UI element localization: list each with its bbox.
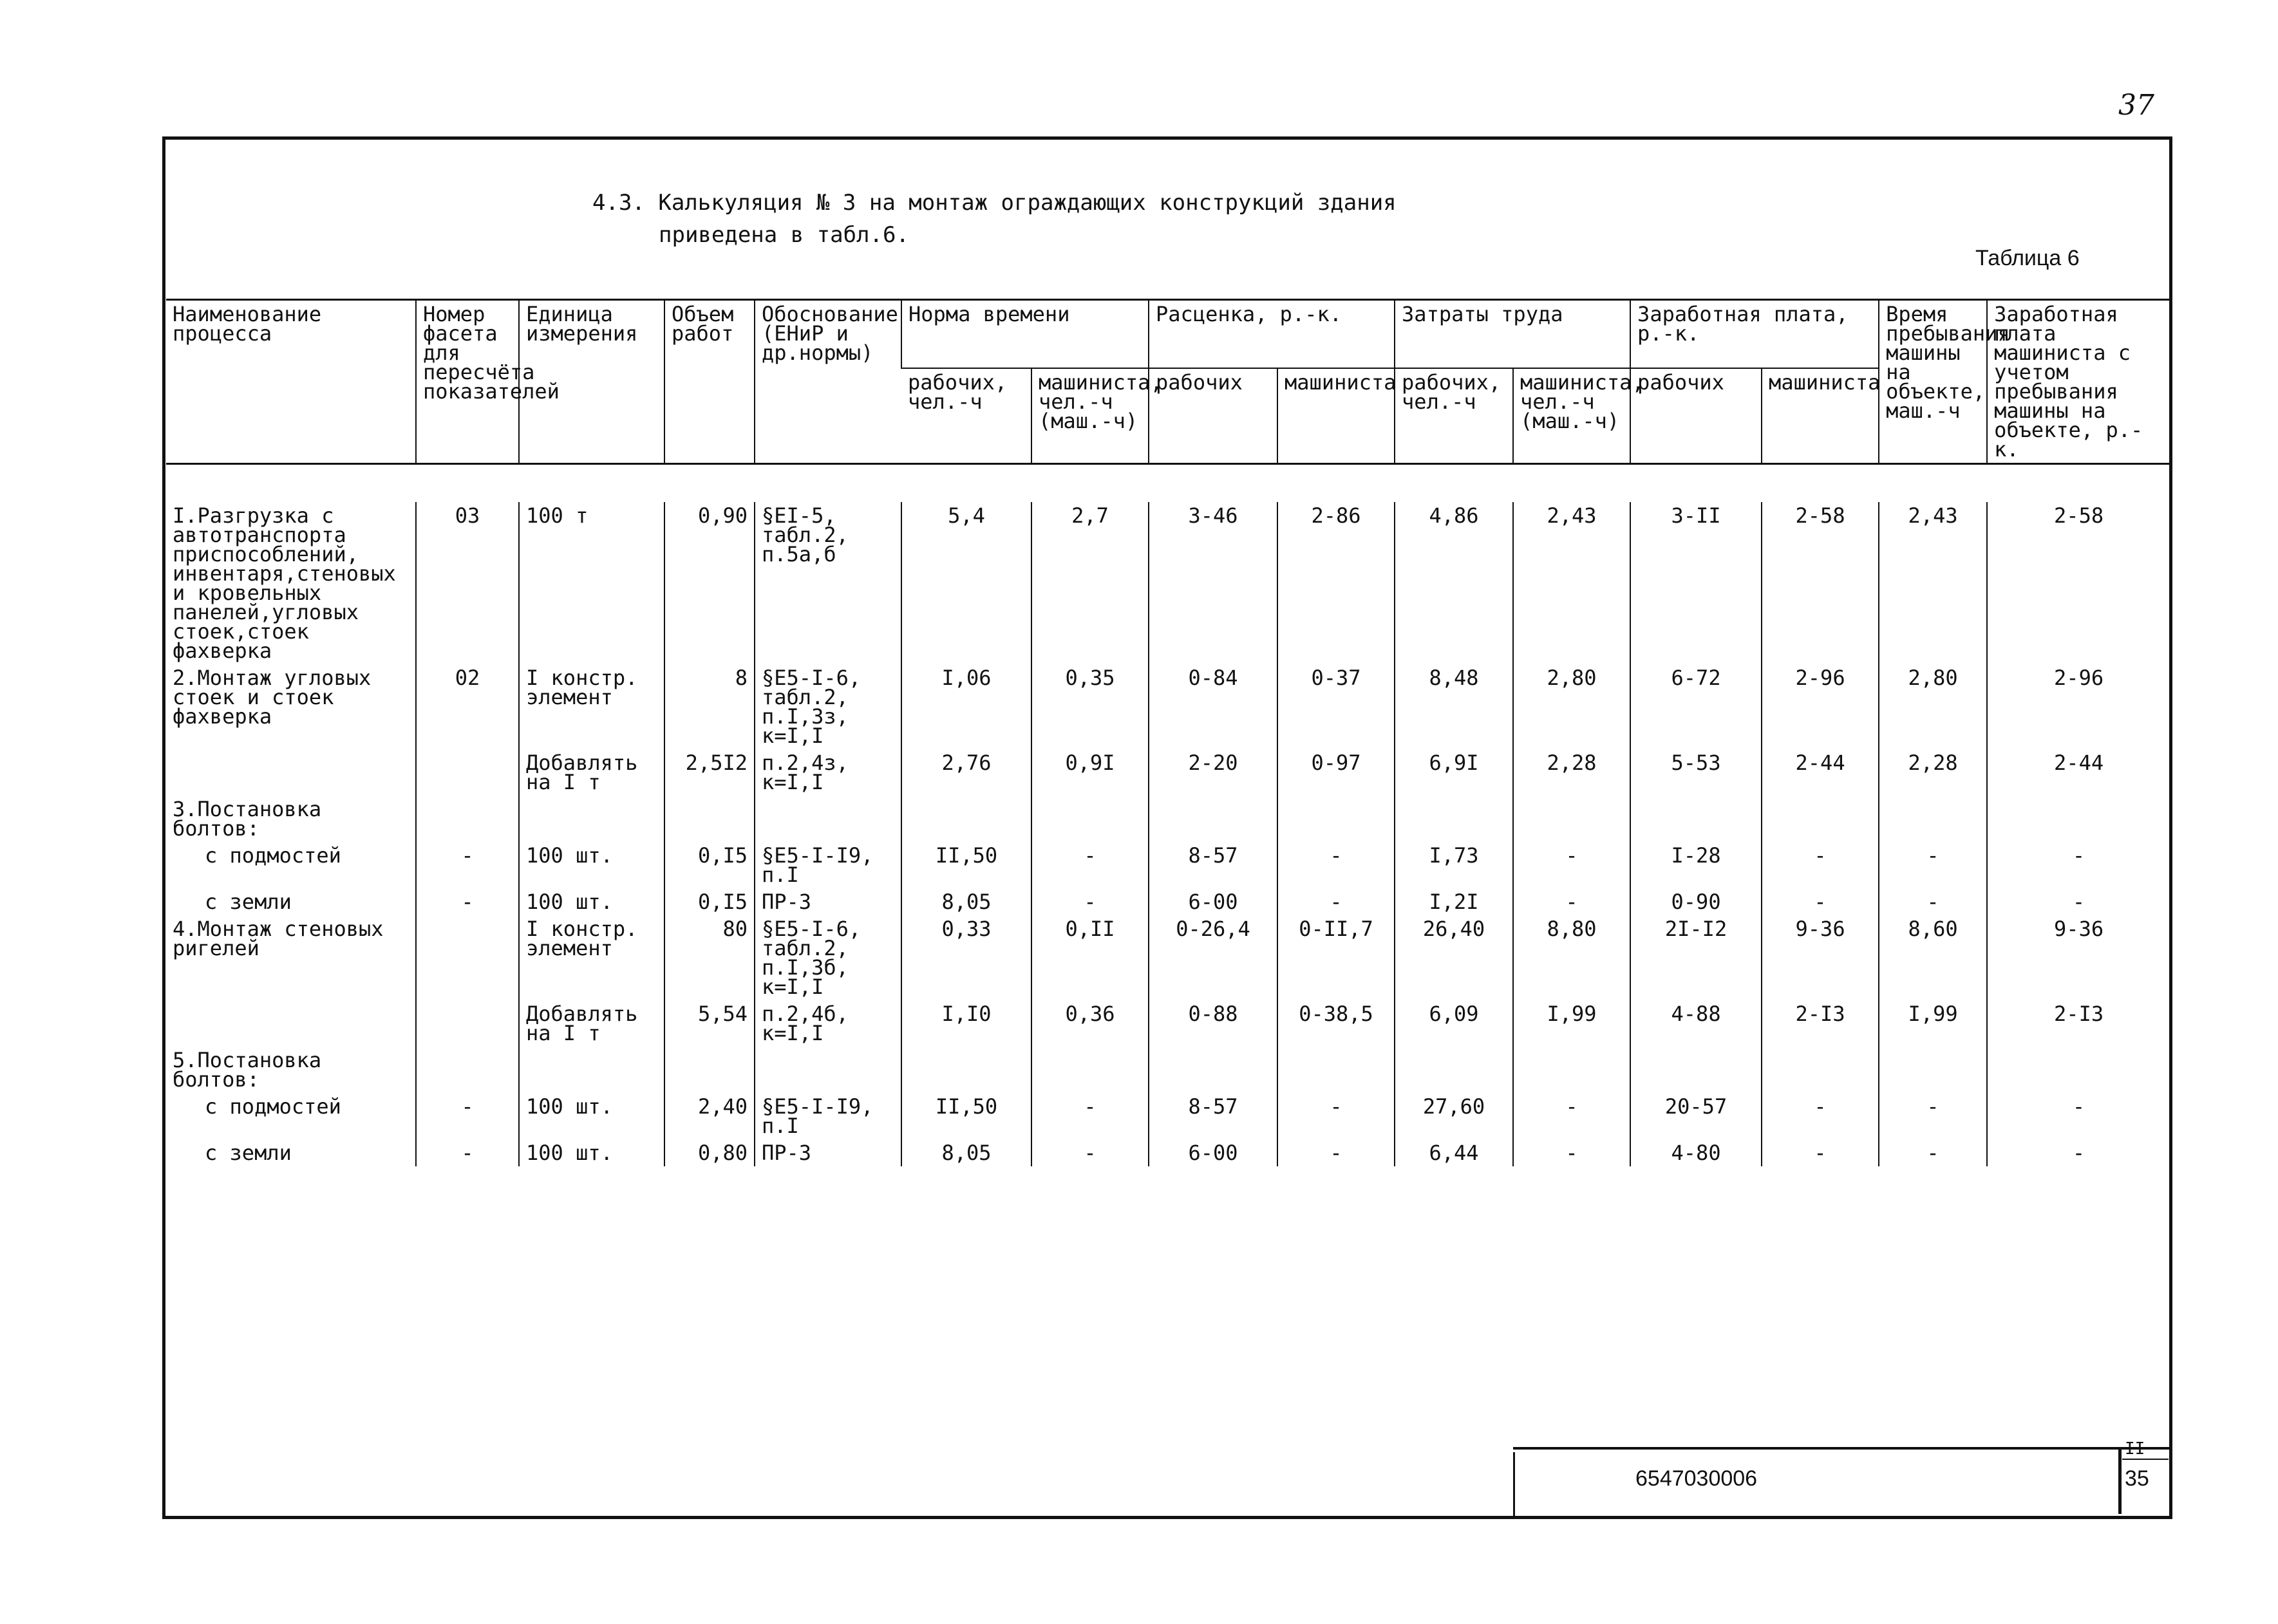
cell-norm-operator: - [1031, 1139, 1149, 1166]
cell-wage-operator: 2-96 [1762, 664, 1879, 749]
cell-volume: 80 [664, 915, 755, 1000]
cell-facet [416, 1000, 519, 1047]
cell-unit: Добавлять на I т [519, 1000, 664, 1047]
cell-machine-time: 8,60 [1879, 915, 1987, 1000]
cell-labor-operator [1513, 796, 1630, 842]
cell-norm-operator: 0,9I [1031, 749, 1149, 796]
cell-machine-time: I,99 [1879, 1000, 1987, 1047]
cell-facet: 03 [416, 502, 519, 664]
cell-wage-operator [1762, 1047, 1879, 1093]
table-row [166, 842, 2170, 888]
cell-wage-operator: 2-44 [1762, 749, 1879, 796]
cell-norm-workers: I,I0 [901, 1000, 1031, 1047]
header-volume: Объем работ [664, 300, 755, 464]
cell-machine-wage: 9-36 [1987, 915, 2170, 1000]
cell-process: 5.Постановка болтов: [173, 1048, 322, 1092]
cell-rate-workers [1149, 1047, 1277, 1093]
cell-machine-time: - [1879, 888, 1987, 915]
cell-wage-operator: - [1762, 888, 1879, 915]
cell-unit: 100 шт. [519, 1139, 664, 1166]
cell-labor-workers [1395, 796, 1513, 842]
cell-norm-operator [1031, 796, 1149, 842]
calculation-table [166, 299, 2170, 1166]
cell-labor-workers: 6,44 [1395, 1139, 1513, 1166]
cell-rate-workers: 8-57 [1149, 842, 1277, 888]
cell-process: с подмостей [205, 1094, 341, 1119]
cell-rate-operator: 0-38,5 [1277, 1000, 1395, 1047]
cell-basis: §E5-I-6, табл.2, п.I,3з, к=I,I [755, 664, 901, 749]
cell-labor-operator [1513, 1047, 1630, 1093]
cell-wage-operator: 2-58 [1762, 502, 1879, 664]
header-labor-workers: рабочих, чел.-ч [1395, 368, 1513, 464]
cell-volume: 0,I5 [664, 888, 755, 915]
cell-process: 2.Монтаж угловых стоек и стоек фахверка [173, 666, 372, 729]
cell-process: I.Разгрузка с автотранспорта приспособлений, инвентаря,стеновых и кровельных панелей,угловых стоек,стоек фахверка [173, 503, 396, 663]
cell-wage-operator: - [1762, 842, 1879, 888]
cell-facet [416, 749, 519, 796]
cell-unit [519, 796, 664, 842]
cell-rate-workers: 2-20 [1149, 749, 1277, 796]
cell-rate-operator: - [1277, 1093, 1395, 1139]
cell-volume: 0,80 [664, 1139, 755, 1166]
cell-rate-operator: 0-37 [1277, 664, 1395, 749]
cell-norm-workers: I,06 [901, 664, 1031, 749]
page-number: 37 [2118, 89, 2154, 122]
cell-norm-workers [901, 796, 1031, 842]
cell-machine-time [1879, 796, 1987, 842]
header-process: Наименование процесса [166, 300, 416, 464]
cell-norm-operator: 2,7 [1031, 502, 1149, 664]
table-row [166, 915, 2170, 1000]
cell-rate-workers: 0-26,4 [1149, 915, 1277, 1000]
cell-facet: 02 [416, 664, 519, 749]
cell-basis [755, 1047, 901, 1093]
table-row [166, 664, 2170, 749]
header-wage-workers: рабочих [1630, 368, 1762, 464]
cell-labor-workers: 6,9I [1395, 749, 1513, 796]
header-unit: Единица измерения [519, 300, 664, 464]
cell-labor-workers: I,73 [1395, 842, 1513, 888]
cell-rate-operator [1277, 796, 1395, 842]
intro-text [592, 187, 1397, 251]
table-row [166, 1000, 2170, 1047]
cell-norm-workers: II,50 [901, 842, 1031, 888]
cell-volume [664, 1047, 755, 1093]
cell-facet [416, 915, 519, 1000]
table-body [166, 464, 2170, 1167]
cell-norm-operator: 0,35 [1031, 664, 1149, 749]
cell-unit: 100 шт. [519, 888, 664, 915]
header-rate-workers: рабочих [1149, 368, 1277, 464]
cell-rate-workers: 3-46 [1149, 502, 1277, 664]
cell-wage-operator: 2-I3 [1762, 1000, 1879, 1047]
cell-wage-operator [1762, 796, 1879, 842]
cell-rate-workers: 6-00 [1149, 1139, 1277, 1166]
cell-labor-operator: I,99 [1513, 1000, 1630, 1047]
table-row [166, 1047, 2170, 1093]
cell-process: 3.Постановка болтов: [173, 797, 322, 841]
cell-machine-wage: - [1987, 842, 2170, 888]
cell-machine-wage [1987, 796, 2170, 842]
cell-wage-workers: 4-88 [1630, 1000, 1762, 1047]
cell-wage-operator: - [1762, 1093, 1879, 1139]
cell-facet [416, 1047, 519, 1093]
cell-basis: п.2,4з, к=I,I [755, 749, 901, 796]
cell-labor-operator: 2,28 [1513, 749, 1630, 796]
cell-machine-time: - [1879, 1093, 1987, 1139]
cell-wage-workers: I-28 [1630, 842, 1762, 888]
cell-unit: I констр. элемент [519, 664, 664, 749]
cell-machine-wage: 2-I3 [1987, 1000, 2170, 1047]
header-labor-operator: машиниста, чел.-ч (маш.-ч) [1513, 368, 1630, 464]
cell-labor-operator: - [1513, 888, 1630, 915]
cell-norm-workers: 5,4 [901, 502, 1031, 664]
table-row [166, 888, 2170, 915]
cell-wage-workers: 6-72 [1630, 664, 1762, 749]
cell-unit: 100 т [519, 502, 664, 664]
cell-norm-workers: 8,05 [901, 888, 1031, 915]
cell-rate-workers [1149, 796, 1277, 842]
cell-rate-operator [1277, 1047, 1395, 1093]
cell-labor-workers [1395, 1047, 1513, 1093]
header-basis: Обоснование (ЕНиР и др.нормы) [755, 300, 901, 464]
table-caption: Таблица 6 [1975, 246, 2080, 270]
table-row [166, 502, 2170, 664]
cell-rate-operator: - [1277, 1139, 1395, 1166]
cell-machine-time [1879, 1047, 1987, 1093]
table-row [166, 1093, 2170, 1139]
cell-wage-workers: 0-90 [1630, 888, 1762, 915]
cell-labor-operator: - [1513, 1139, 1630, 1166]
header-rate-operator: машиниста [1277, 368, 1395, 464]
cell-machine-time: - [1879, 1139, 1987, 1166]
header-rate: Расценка, р.-к. [1149, 300, 1395, 368]
cell-norm-operator: 0,II [1031, 915, 1149, 1000]
cell-unit [519, 1047, 664, 1093]
cell-wage-workers: 20-57 [1630, 1093, 1762, 1139]
cell-rate-operator: 0-II,7 [1277, 915, 1395, 1000]
header-wage-operator: машиниста [1762, 368, 1879, 464]
cell-volume: 2,5I2 [664, 749, 755, 796]
cell-unit: I констр. элемент [519, 915, 664, 1000]
cell-machine-time: - [1879, 842, 1987, 888]
footer-rule [1513, 1447, 2172, 1450]
cell-machine-time: 2,43 [1879, 502, 1987, 664]
cell-process: с земли [205, 890, 292, 914]
cell-machine-wage: - [1987, 1093, 2170, 1139]
header-machine-wage: Заработная плата машиниста с учетом пребывания машины на объекте, р.-к. [1987, 300, 2170, 464]
cell-process: с подмостей [205, 843, 341, 868]
cell-basis: ПР-3 [755, 888, 901, 915]
header-labor: Затраты труда [1395, 300, 1630, 368]
header-wage: Заработная плата, р.-к. [1630, 300, 1879, 368]
cell-basis: п.2,4б, к=I,I [755, 1000, 901, 1047]
cell-norm-operator: - [1031, 1093, 1149, 1139]
cell-unit: Добавлять на I т [519, 749, 664, 796]
header-norm-workers: рабочих, чел.-ч [901, 368, 1031, 464]
cell-machine-time: 2,28 [1879, 749, 1987, 796]
cell-rate-operator: 0-97 [1277, 749, 1395, 796]
cell-norm-workers: 2,76 [901, 749, 1031, 796]
cell-unit: 100 шт. [519, 842, 664, 888]
cell-volume: 5,54 [664, 1000, 755, 1047]
cell-labor-operator: - [1513, 1093, 1630, 1139]
header-facet: Номер фасета для пересчёта показателей [416, 300, 519, 464]
cell-machine-time: 2,80 [1879, 664, 1987, 749]
cell-rate-workers: 6-00 [1149, 888, 1277, 915]
cell-wage-workers: 2I-I2 [1630, 915, 1762, 1000]
cell-facet: - [416, 842, 519, 888]
cell-volume: 8 [664, 664, 755, 749]
cell-labor-operator: 8,80 [1513, 915, 1630, 1000]
intro-line-2: приведена в табл.6. [659, 222, 909, 248]
cell-process: 4.Монтаж стеновых ригелей [173, 917, 384, 960]
cell-norm-operator: 0,36 [1031, 1000, 1149, 1047]
sheet-rule [2122, 1459, 2169, 1460]
cell-norm-workers: II,50 [901, 1093, 1031, 1139]
cell-labor-operator: 2,80 [1513, 664, 1630, 749]
cell-machine-wage [1987, 1047, 2170, 1093]
cell-labor-workers: 27,60 [1395, 1093, 1513, 1139]
cell-process: с земли [205, 1141, 292, 1165]
cell-volume: 2,40 [664, 1093, 755, 1139]
table-row [166, 749, 2170, 796]
cell-volume [664, 796, 755, 842]
cell-labor-operator: 2,43 [1513, 502, 1630, 664]
footer-code-box [1513, 1452, 2120, 1517]
cell-volume: 0,I5 [664, 842, 755, 888]
cell-wage-workers: 4-80 [1630, 1139, 1762, 1166]
cell-process [166, 749, 416, 796]
cell-labor-workers: 26,40 [1395, 915, 1513, 1000]
cell-machine-wage: 2-96 [1987, 664, 2170, 749]
cell-rate-workers: 0-84 [1149, 664, 1277, 749]
cell-labor-workers: I,2I [1395, 888, 1513, 915]
cell-rate-operator: 2-86 [1277, 502, 1395, 664]
cell-norm-operator [1031, 1047, 1149, 1093]
cell-unit: 100 шт. [519, 1093, 664, 1139]
header-machine-time: Время пребывания машины на объекте, маш.-ч [1879, 300, 1987, 464]
cell-norm-workers [901, 1047, 1031, 1093]
intro-line-1: 4.3. Калькуляция № 3 на монтаж ограждающих конструкций здания [592, 190, 1397, 216]
cell-machine-wage: 2-58 [1987, 502, 2170, 664]
cell-basis: §E5-I-I9, п.I [755, 842, 901, 888]
cell-facet: - [416, 888, 519, 915]
cell-rate-workers: 8-57 [1149, 1093, 1277, 1139]
cell-wage-operator: - [1762, 1139, 1879, 1166]
cell-labor-workers: 6,09 [1395, 1000, 1513, 1047]
sheet-number: 35 [2125, 1466, 2149, 1491]
cell-process [166, 1000, 416, 1047]
cell-facet: - [416, 1139, 519, 1166]
cell-basis: §EI-5, табл.2, п.5а,б [755, 502, 901, 664]
table-row [166, 796, 2170, 842]
cell-rate-operator: - [1277, 888, 1395, 915]
cell-basis: ПР-3 [755, 1139, 901, 1166]
cell-wage-workers: 5-53 [1630, 749, 1762, 796]
cell-wage-workers [1630, 796, 1762, 842]
cell-basis: §E5-I-6, табл.2, п.I,3б, к=I,I [755, 915, 901, 1000]
cell-wage-operator: 9-36 [1762, 915, 1879, 1000]
cell-wage-workers [1630, 1047, 1762, 1093]
sheet-part: II [2125, 1439, 2145, 1459]
cell-wage-workers: 3-II [1630, 502, 1762, 664]
table-row [166, 1139, 2170, 1166]
cell-rate-workers: 0-88 [1149, 1000, 1277, 1047]
cell-facet [416, 796, 519, 842]
cell-labor-workers: 8,48 [1395, 664, 1513, 749]
cell-rate-operator: - [1277, 842, 1395, 888]
cell-labor-operator: - [1513, 842, 1630, 888]
cell-norm-workers: 0,33 [901, 915, 1031, 1000]
cell-facet: - [416, 1093, 519, 1139]
cell-basis [755, 796, 901, 842]
cell-norm-operator: - [1031, 888, 1149, 915]
cell-machine-wage: 2-44 [1987, 749, 2170, 796]
cell-labor-workers: 4,86 [1395, 502, 1513, 664]
cell-machine-wage: - [1987, 888, 2170, 915]
cell-volume: 0,90 [664, 502, 755, 664]
cell-norm-operator: - [1031, 842, 1149, 888]
cell-norm-workers: 8,05 [901, 1139, 1031, 1166]
document-code: 6547030006 [1635, 1466, 1758, 1491]
header-norm-operator: машиниста, чел.-ч (маш.-ч) [1031, 368, 1149, 464]
header-norm: Норма времени [901, 300, 1149, 368]
cell-machine-wage: - [1987, 1139, 2170, 1166]
cell-basis: §E5-I-I9, п.I [755, 1093, 901, 1139]
